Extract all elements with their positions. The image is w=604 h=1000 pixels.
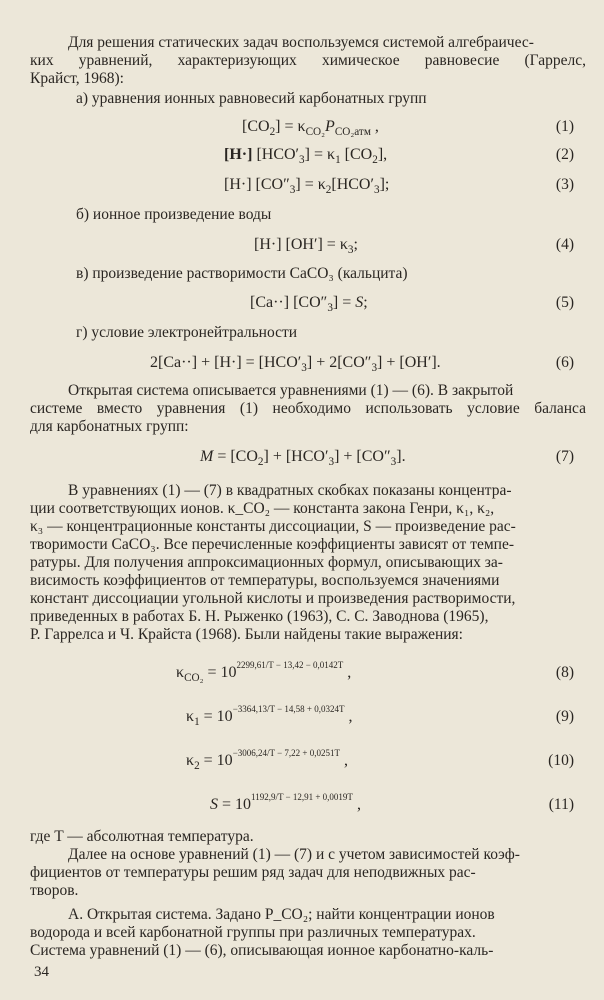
equation-7-number: (7): [555, 448, 574, 465]
equation-11: $S = 10^{1192,9/T - 12,91 + 0,0019T}$ ,: [210, 792, 361, 813]
concentration-line-6: висимость коэффициентов от температуры, воспользуемся значениями: [30, 572, 500, 589]
equation-8-number: (8): [555, 664, 574, 681]
after-line-6: водорода и всей карбонатной группы при различных температурах.: [30, 924, 476, 941]
exponent-10: −3006,24/T − 7,22 + 0,0251T: [232, 748, 340, 758]
after-line-7: Система уравнений (1) — (6), описывающая ионное карбонатно-каль-: [30, 942, 494, 959]
exponent-9-text: 3364,13/T − 14,58 + 0,0324T: [237, 704, 345, 714]
equation-5: [Ca··] $[CO''_3] = S$;: [250, 294, 368, 315]
equation-2: [H·] $[HCO'_3] = \kappa_1$ $[CO_2]$,: [224, 146, 388, 167]
intro-line-3: Крайст, 1968):: [30, 70, 124, 87]
item-a: а) уравнения ионных равновесий карбонатных групп: [76, 90, 427, 107]
equation-10-number: (10): [548, 752, 574, 769]
exponent-10-text: 3006,24/T − 7,22 + 0,0251T: [237, 748, 340, 758]
exponent-9: −3364,13/T − 14,58 + 0,0324T: [232, 704, 345, 714]
equation-9-number: (9): [555, 708, 574, 725]
equation-7: $M = [CO_2] + [HCO'_3] + [CO''_3]$.: [200, 448, 406, 469]
equation-6-number: (6): [555, 354, 574, 371]
equation-1-number: (1): [555, 118, 574, 135]
equation-8: $\kappa_{CO_2} = 10^{2299,61/T - 13,42 - 0,0142T}$ ,: [176, 660, 352, 685]
exponent-11: 1192,9/T − 12,91 + 0,0019T: [251, 792, 353, 802]
equation-1: $[CO_2] = \kappa_{CO_2}P_{CO_2атм}$ ,: [242, 118, 379, 139]
equation-6: $2[Ca\cdot\cdot] + [H\cdot] = [HCO'_3] + 2[CO''_3] + [OH']$.: [150, 354, 441, 375]
after-line-1: где T — абсолютная температура.: [30, 828, 254, 845]
equation-4-number: (4): [555, 236, 574, 253]
equation-2-number: (2): [555, 146, 574, 163]
equation-3-number: (3): [555, 176, 574, 193]
open-system-line-2: системе вместо уравнения (1) необходимо использовать условие баланса: [30, 400, 586, 417]
after-line-5: А. Открытая система. Задано P_CO₂; найти концентрации ионов: [68, 906, 495, 923]
concentration-line-3: κ₃ — концентрационные константы диссоциации, S — произведение рас-: [30, 518, 516, 535]
equation-9: $\kappa_1 = 10^{-3364,13/T - 14,58 + 0,0324T}$ ,: [186, 704, 353, 729]
item-v: в) произведение растворимости CaCO₃ (кальцита): [76, 265, 408, 282]
equation-10: $\kappa_2 = 10^{-3006,24/T - 7,22 + 0,0251T}$ ,: [186, 748, 348, 773]
after-line-3: фициентов от температуры решим ряд задач для неподвижных рас-: [30, 864, 476, 881]
item-g: г) условие электронейтральности: [76, 324, 298, 341]
concentration-line-5: ратуры. Для получения аппроксимационных формул, описывающих за-: [30, 554, 503, 571]
open-system-line-1: Открытая система описывается уравнениями (1) — (6). В закрытой: [68, 382, 514, 399]
equation-11-number: (11): [548, 796, 574, 813]
concentration-line-4: творимости CaCO₃. Все перечисленные коэффициенты зависят от темпе-: [30, 536, 515, 553]
concentration-line-1: В уравнениях (1) — (7) в квадратных скобках показаны концентра-: [68, 482, 512, 499]
intro-line-2: ких уравнений, характеризующих химическое равновесие (Гаррелс,: [30, 52, 586, 69]
intro-line-1: Для решения статических задач воспользуемся системой алгебраичес-: [68, 34, 534, 51]
page-number: 34: [34, 964, 49, 980]
after-line-4: творов.: [30, 882, 79, 899]
item-b: б) ионное произведение воды: [76, 206, 272, 223]
open-system-line-3: для карбонатных групп:: [30, 418, 189, 435]
equation-5-number: (5): [555, 294, 574, 311]
concentration-line-7: констант диссоциации угольной кислоты и произведения растворимости,: [30, 590, 516, 607]
after-line-2: Далее на основе уравнений (1) — (7) и с учетом зависимостей коэф-: [68, 846, 520, 863]
concentration-line-8: приведенных в работах Б. Н. Рыженко (1963), С. С. Заводнова (1965),: [30, 608, 489, 625]
exponent-8: 2299,61/T − 13,42 − 0,0142T: [236, 660, 344, 670]
concentration-line-9: Р. Гаррелса и Ч. Крайста (1968). Были найдены такие выражения:: [30, 626, 463, 643]
concentration-line-2: ции соответствующих ионов. κ_CO₂ — константа закона Генри, κ₁, κ₂,: [30, 500, 495, 517]
equation-4: [H·] $[OH'] = \kappa_3$;: [254, 236, 358, 257]
equation-3: [H·] $[CO''_3] = \kappa_2[HCO'_3]$;: [224, 176, 390, 197]
